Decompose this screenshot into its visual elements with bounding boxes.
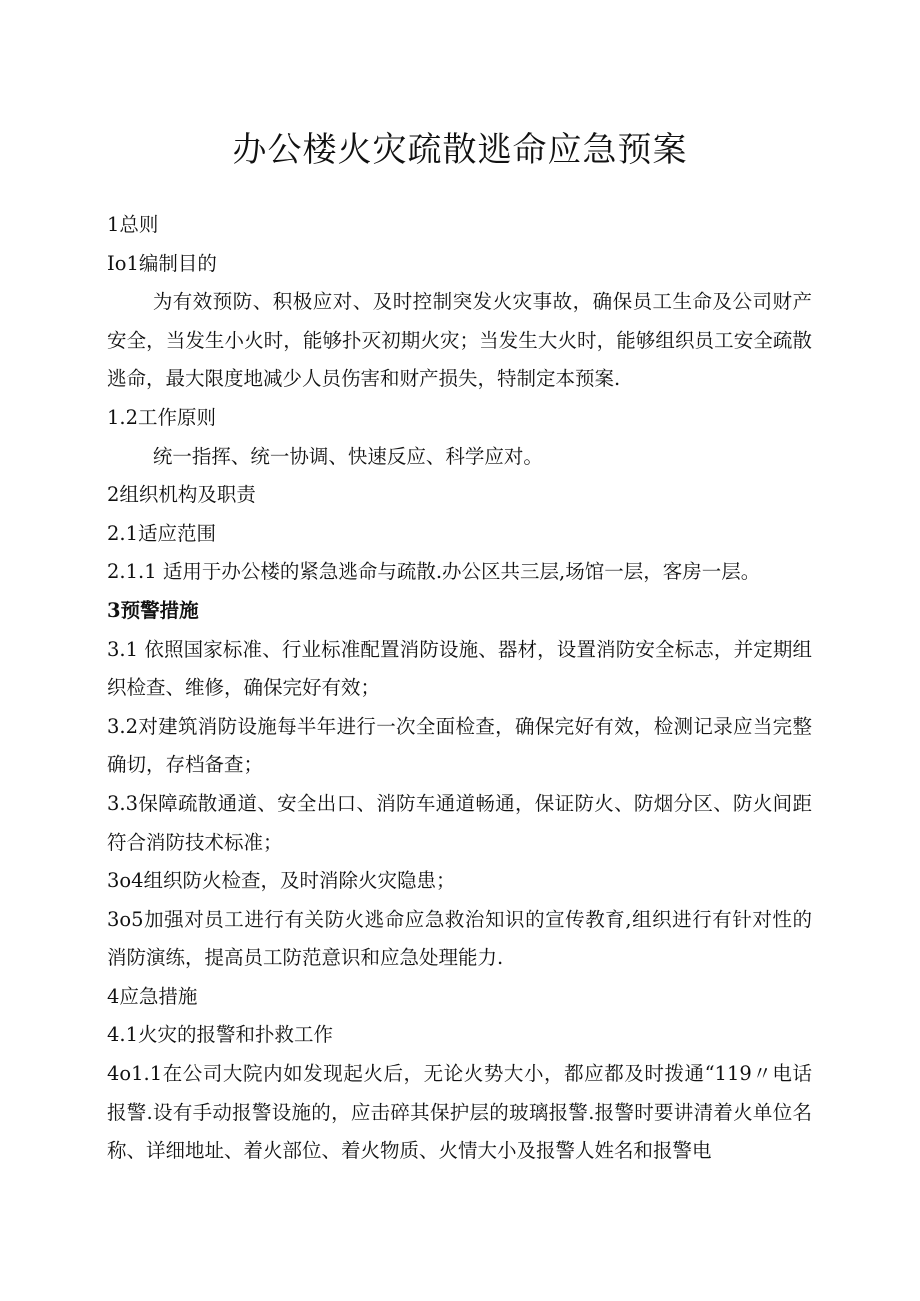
section-3-4-paragraph: 3o4组织防火检查，及时消除火灾隐患； (107, 869, 456, 893)
section-1-2-heading: 1.2工作原则 (107, 405, 217, 429)
section-2-1-1-paragraph: 2.1.1 适用于办公楼的紧急逃命与疏散.办公区共三层,场馆一层，客房一层。 (107, 560, 761, 584)
section-4-heading: 4应急措施 (107, 984, 198, 1008)
document-body (107, 206, 812, 1171)
section-3-heading: 3预警措施 (107, 598, 199, 622)
section-4-1-heading: 4.1火灾的报警和扑救工作 (107, 1023, 334, 1047)
section-3-1-paragraph: 3.1 依照国家标准、行业标准配置消防设施、器材，设置消防安全标志，并定期组织检查、维修，确保完好有效； (107, 637, 812, 700)
section-3-3-paragraph: 3.3保障疏散通道、安全出口、消防车通道畅通，保证防火、防烟分区、防火间距符合消防技术标准； (107, 791, 812, 854)
section-4-1-1-paragraph: 4o1.1在公司大院内如发现起火后，无论火势大小，都应都及时拨通“119〃电话报警.设有手动报警设施的，应击碎其保护层的玻璃报警.报警时要讲清着火单位名称、详细地址、着火部位、着火物质、火情大小及报警人姓名和报警电 (107, 1062, 812, 1163)
document-title: 办公楼火灾疏散逃命应急预案 (232, 130, 688, 170)
section-3-5-paragraph: 3o5加强对员工进行有关防火逃命应急救治知识的宣传教育,组织进行有针对性的消防演练，提高员工防范意识和应急处理能力. (107, 907, 812, 970)
section-1-1-paragraph: 为有效预防、积极应对、及时控制突发火灾事故，确保员工生命及公司财产安全，当发生小火时，能够扑灭初期火灾；当发生大火时，能够组织员工安全疏散逃命，最大限度地减少人员伤害和财产损失，特制定本预案. (107, 290, 812, 391)
section-1-2-paragraph: 统一指挥、统一协调、快速反应、科学应对。 (152, 444, 543, 468)
section-1-heading: 1总则 (107, 213, 159, 236)
section-1-1-heading: Io1编制目的 (107, 251, 217, 275)
section-2-1-heading: 2.1适应范围 (107, 521, 217, 545)
section-2-heading: 2组织机构及职责 (107, 483, 256, 507)
section-3-2-paragraph: 3.2对建筑消防设施每半年进行一次全面检查，确保完好有效，检测记录应当完整确切，存档备查； (107, 714, 812, 777)
